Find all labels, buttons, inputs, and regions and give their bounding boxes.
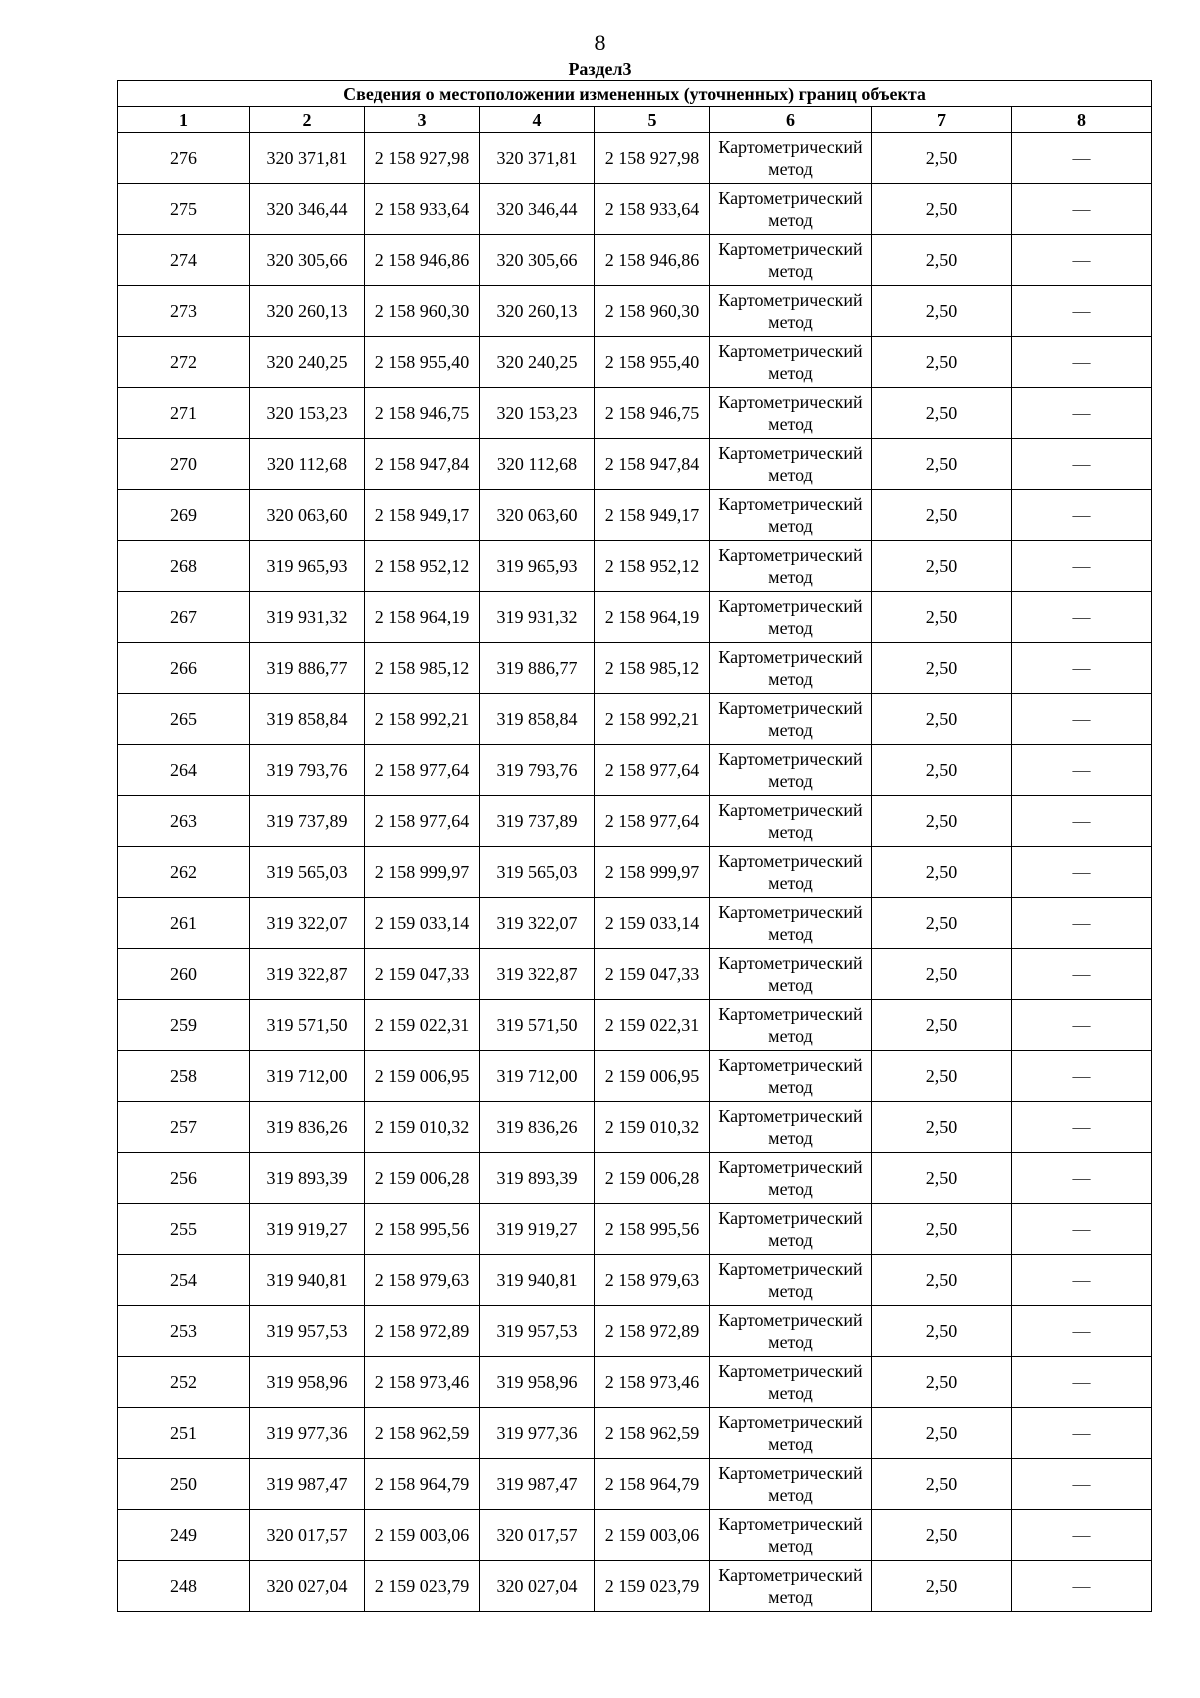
y-coordinate: 2 158 999,97 <box>595 847 710 898</box>
accuracy-cell: 2,50 <box>872 388 1012 439</box>
x-coordinate: 319 737,89 <box>480 796 595 847</box>
point-number: 270 <box>118 439 250 490</box>
x-coordinate: 319 987,47 <box>480 1459 595 1510</box>
x-coordinate: 320 240,25 <box>480 337 595 388</box>
table-row <box>118 541 1152 592</box>
table-row <box>118 1408 1152 1459</box>
note-cell: — <box>1012 1459 1152 1510</box>
method-cell: Картометрический метод <box>710 1306 872 1357</box>
y-coordinate: 2 159 006,95 <box>595 1051 710 1102</box>
accuracy-cell: 2,50 <box>872 796 1012 847</box>
method-cell: Картометрический метод <box>710 1204 872 1255</box>
note-cell: — <box>1012 1000 1152 1051</box>
note-cell: — <box>1012 1306 1152 1357</box>
x-coordinate: 319 958,96 <box>250 1357 365 1408</box>
table-row <box>118 643 1152 694</box>
table-row <box>118 1204 1152 1255</box>
y-coordinate: 2 159 022,31 <box>595 1000 710 1051</box>
table-row <box>118 1153 1152 1204</box>
table-caption: Сведения о местоположении измененных (уточненных) границ объекта <box>118 81 1152 107</box>
method-cell: Картометрический метод <box>710 1357 872 1408</box>
point-number: 256 <box>118 1153 250 1204</box>
table-row <box>118 1102 1152 1153</box>
column-number: 1 <box>118 107 250 133</box>
y-coordinate: 2 158 999,97 <box>365 847 480 898</box>
method-cell: Картометрический метод <box>710 1000 872 1051</box>
note-cell: — <box>1012 592 1152 643</box>
accuracy-cell: 2,50 <box>872 1102 1012 1153</box>
y-coordinate: 2 158 973,46 <box>365 1357 480 1408</box>
x-coordinate: 320 017,57 <box>480 1510 595 1561</box>
x-coordinate: 320 112,68 <box>480 439 595 490</box>
point-number: 252 <box>118 1357 250 1408</box>
x-coordinate: 319 571,50 <box>250 1000 365 1051</box>
note-cell: — <box>1012 898 1152 949</box>
x-coordinate: 319 793,76 <box>250 745 365 796</box>
note-cell: — <box>1012 337 1152 388</box>
y-coordinate: 2 158 995,56 <box>365 1204 480 1255</box>
table-row <box>118 949 1152 1000</box>
method-cell: Картометрический метод <box>710 133 872 184</box>
point-number: 249 <box>118 1510 250 1561</box>
method-cell: Картометрический метод <box>710 1459 872 1510</box>
table-row <box>118 235 1152 286</box>
accuracy-cell: 2,50 <box>872 439 1012 490</box>
table-row <box>118 388 1152 439</box>
method-cell: Картометрический метод <box>710 490 872 541</box>
method-cell: Картометрический метод <box>710 592 872 643</box>
accuracy-cell: 2,50 <box>872 133 1012 184</box>
column-number: 4 <box>480 107 595 133</box>
point-number: 273 <box>118 286 250 337</box>
point-number: 260 <box>118 949 250 1000</box>
y-coordinate: 2 158 964,19 <box>595 592 710 643</box>
y-coordinate: 2 158 960,30 <box>595 286 710 337</box>
point-number: 266 <box>118 643 250 694</box>
table-row <box>118 898 1152 949</box>
method-cell: Картометрический метод <box>710 694 872 745</box>
column-number: 3 <box>365 107 480 133</box>
accuracy-cell: 2,50 <box>872 1051 1012 1102</box>
x-coordinate: 320 305,66 <box>480 235 595 286</box>
method-cell: Картометрический метод <box>710 1561 872 1612</box>
y-coordinate: 2 158 977,64 <box>595 796 710 847</box>
point-number: 276 <box>118 133 250 184</box>
y-coordinate: 2 159 006,28 <box>365 1153 480 1204</box>
note-cell: — <box>1012 388 1152 439</box>
y-coordinate: 2 158 955,40 <box>365 337 480 388</box>
x-coordinate: 320 153,23 <box>480 388 595 439</box>
y-coordinate: 2 158 946,86 <box>365 235 480 286</box>
y-coordinate: 2 158 964,79 <box>365 1459 480 1510</box>
y-coordinate: 2 159 033,14 <box>365 898 480 949</box>
point-number: 255 <box>118 1204 250 1255</box>
method-cell: Картометрический метод <box>710 796 872 847</box>
x-coordinate: 319 858,84 <box>250 694 365 745</box>
method-cell: Картометрический метод <box>710 643 872 694</box>
point-number: 275 <box>118 184 250 235</box>
x-coordinate: 320 063,60 <box>250 490 365 541</box>
table-row <box>118 286 1152 337</box>
x-coordinate: 320 260,13 <box>250 286 365 337</box>
y-coordinate: 2 159 023,79 <box>365 1561 480 1612</box>
x-coordinate: 319 931,32 <box>250 592 365 643</box>
y-coordinate: 2 158 972,89 <box>365 1306 480 1357</box>
note-cell: — <box>1012 1255 1152 1306</box>
y-coordinate: 2 158 946,75 <box>365 388 480 439</box>
point-number: 271 <box>118 388 250 439</box>
table-row <box>118 133 1152 184</box>
x-coordinate: 320 240,25 <box>250 337 365 388</box>
method-cell: Картометрический метод <box>710 898 872 949</box>
table-row <box>118 1459 1152 1510</box>
x-coordinate: 319 965,93 <box>480 541 595 592</box>
note-cell: — <box>1012 286 1152 337</box>
y-coordinate: 2 159 047,33 <box>365 949 480 1000</box>
accuracy-cell: 2,50 <box>872 1204 1012 1255</box>
point-number: 257 <box>118 1102 250 1153</box>
accuracy-cell: 2,50 <box>872 1408 1012 1459</box>
x-coordinate: 319 571,50 <box>480 1000 595 1051</box>
point-number: 268 <box>118 541 250 592</box>
method-cell: Картометрический метод <box>710 1153 872 1204</box>
x-coordinate: 319 858,84 <box>480 694 595 745</box>
note-cell: — <box>1012 1051 1152 1102</box>
y-coordinate: 2 158 979,63 <box>595 1255 710 1306</box>
method-cell: Картометрический метод <box>710 1510 872 1561</box>
accuracy-cell: 2,50 <box>872 1000 1012 1051</box>
x-coordinate: 320 017,57 <box>250 1510 365 1561</box>
accuracy-cell: 2,50 <box>872 1357 1012 1408</box>
accuracy-cell: 2,50 <box>872 1459 1012 1510</box>
column-number: 7 <box>872 107 1012 133</box>
y-coordinate: 2 158 933,64 <box>365 184 480 235</box>
x-coordinate: 319 965,93 <box>250 541 365 592</box>
method-cell: Картометрический метод <box>710 1408 872 1459</box>
point-number: 253 <box>118 1306 250 1357</box>
point-number: 267 <box>118 592 250 643</box>
point-number: 259 <box>118 1000 250 1051</box>
note-cell: — <box>1012 1102 1152 1153</box>
method-cell: Картометрический метод <box>710 847 872 898</box>
y-coordinate: 2 158 947,84 <box>595 439 710 490</box>
accuracy-cell: 2,50 <box>872 1561 1012 1612</box>
x-coordinate: 319 322,87 <box>250 949 365 1000</box>
x-coordinate: 319 958,96 <box>480 1357 595 1408</box>
accuracy-cell: 2,50 <box>872 847 1012 898</box>
note-cell: — <box>1012 847 1152 898</box>
method-cell: Картометрический метод <box>710 388 872 439</box>
accuracy-cell: 2,50 <box>872 694 1012 745</box>
x-coordinate: 319 712,00 <box>250 1051 365 1102</box>
y-coordinate: 2 159 022,31 <box>365 1000 480 1051</box>
point-number: 254 <box>118 1255 250 1306</box>
x-coordinate: 319 712,00 <box>480 1051 595 1102</box>
table-row <box>118 745 1152 796</box>
point-number: 272 <box>118 337 250 388</box>
table-row <box>118 184 1152 235</box>
method-cell: Картометрический метод <box>710 745 872 796</box>
y-coordinate: 2 159 010,32 <box>365 1102 480 1153</box>
x-coordinate: 319 893,39 <box>250 1153 365 1204</box>
accuracy-cell: 2,50 <box>872 541 1012 592</box>
y-coordinate: 2 158 949,17 <box>365 490 480 541</box>
x-coordinate: 319 565,03 <box>480 847 595 898</box>
x-coordinate: 319 322,07 <box>250 898 365 949</box>
table-row <box>118 439 1152 490</box>
x-coordinate: 319 565,03 <box>250 847 365 898</box>
note-cell: — <box>1012 1204 1152 1255</box>
y-coordinate: 2 158 962,59 <box>595 1408 710 1459</box>
y-coordinate: 2 158 964,19 <box>365 592 480 643</box>
y-coordinate: 2 159 006,28 <box>595 1153 710 1204</box>
accuracy-cell: 2,50 <box>872 1510 1012 1561</box>
note-cell: — <box>1012 490 1152 541</box>
table-caption-row <box>118 81 1152 107</box>
y-coordinate: 2 158 933,64 <box>595 184 710 235</box>
point-number: 265 <box>118 694 250 745</box>
y-coordinate: 2 159 003,06 <box>365 1510 480 1561</box>
table-row <box>118 490 1152 541</box>
x-coordinate: 320 371,81 <box>480 133 595 184</box>
page-number: 8 <box>594 30 606 55</box>
y-coordinate: 2 159 033,14 <box>595 898 710 949</box>
method-cell: Картометрический метод <box>710 184 872 235</box>
x-coordinate: 319 940,81 <box>480 1255 595 1306</box>
point-number: 262 <box>118 847 250 898</box>
y-coordinate: 2 158 979,63 <box>365 1255 480 1306</box>
x-coordinate: 319 836,26 <box>250 1102 365 1153</box>
method-cell: Картометрический метод <box>710 949 872 1000</box>
point-number: 250 <box>118 1459 250 1510</box>
accuracy-cell: 2,50 <box>872 286 1012 337</box>
point-number: 251 <box>118 1408 250 1459</box>
note-cell: — <box>1012 1357 1152 1408</box>
y-coordinate: 2 158 992,21 <box>365 694 480 745</box>
accuracy-cell: 2,50 <box>872 490 1012 541</box>
method-cell: Картометрический метод <box>710 1102 872 1153</box>
table-row <box>118 1561 1152 1612</box>
x-coordinate: 320 346,44 <box>480 184 595 235</box>
y-coordinate: 2 158 952,12 <box>365 541 480 592</box>
note-cell: — <box>1012 235 1152 286</box>
x-coordinate: 319 793,76 <box>480 745 595 796</box>
accuracy-cell: 2,50 <box>872 949 1012 1000</box>
section-title: Раздел3 <box>568 59 632 79</box>
accuracy-cell: 2,50 <box>872 1306 1012 1357</box>
table-row <box>118 1510 1152 1561</box>
accuracy-cell: 2,50 <box>872 235 1012 286</box>
x-coordinate: 319 931,32 <box>480 592 595 643</box>
y-coordinate: 2 158 927,98 <box>595 133 710 184</box>
y-coordinate: 2 158 962,59 <box>365 1408 480 1459</box>
x-coordinate: 319 836,26 <box>480 1102 595 1153</box>
column-number: 6 <box>710 107 872 133</box>
x-coordinate: 320 260,13 <box>480 286 595 337</box>
coordinates-table <box>117 80 1152 1612</box>
accuracy-cell: 2,50 <box>872 1255 1012 1306</box>
x-coordinate: 320 112,68 <box>250 439 365 490</box>
x-coordinate: 319 886,77 <box>480 643 595 694</box>
y-coordinate: 2 159 047,33 <box>595 949 710 1000</box>
note-cell: — <box>1012 796 1152 847</box>
note-cell: — <box>1012 694 1152 745</box>
point-number: 248 <box>118 1561 250 1612</box>
y-coordinate: 2 158 977,64 <box>595 745 710 796</box>
note-cell: — <box>1012 1153 1152 1204</box>
table-row <box>118 796 1152 847</box>
y-coordinate: 2 158 946,75 <box>595 388 710 439</box>
table-body <box>118 133 1152 1612</box>
x-coordinate: 319 893,39 <box>480 1153 595 1204</box>
note-cell: — <box>1012 184 1152 235</box>
accuracy-cell: 2,50 <box>872 745 1012 796</box>
column-number: 5 <box>595 107 710 133</box>
note-cell: — <box>1012 949 1152 1000</box>
y-coordinate: 2 159 003,06 <box>595 1510 710 1561</box>
y-coordinate: 2 158 952,12 <box>595 541 710 592</box>
accuracy-cell: 2,50 <box>872 184 1012 235</box>
y-coordinate: 2 158 946,86 <box>595 235 710 286</box>
x-coordinate: 319 957,53 <box>250 1306 365 1357</box>
column-number: 2 <box>250 107 365 133</box>
point-number: 263 <box>118 796 250 847</box>
x-coordinate: 319 886,77 <box>250 643 365 694</box>
method-cell: Картометрический метод <box>710 235 872 286</box>
x-coordinate: 320 027,04 <box>250 1561 365 1612</box>
y-coordinate: 2 158 927,98 <box>365 133 480 184</box>
y-coordinate: 2 158 955,40 <box>595 337 710 388</box>
column-number-row <box>118 107 1152 133</box>
y-coordinate: 2 158 985,12 <box>595 643 710 694</box>
y-coordinate: 2 158 992,21 <box>595 694 710 745</box>
note-cell: — <box>1012 1561 1152 1612</box>
y-coordinate: 2 158 977,64 <box>365 745 480 796</box>
table-row <box>118 1306 1152 1357</box>
note-cell: — <box>1012 541 1152 592</box>
note-cell: — <box>1012 439 1152 490</box>
accuracy-cell: 2,50 <box>872 898 1012 949</box>
method-cell: Картометрический метод <box>710 1255 872 1306</box>
table-row <box>118 1000 1152 1051</box>
x-coordinate: 319 940,81 <box>250 1255 365 1306</box>
point-number: 264 <box>118 745 250 796</box>
accuracy-cell: 2,50 <box>872 337 1012 388</box>
x-coordinate: 320 371,81 <box>250 133 365 184</box>
point-number: 258 <box>118 1051 250 1102</box>
table-row <box>118 847 1152 898</box>
table-row <box>118 592 1152 643</box>
y-coordinate: 2 159 010,32 <box>595 1102 710 1153</box>
x-coordinate: 319 737,89 <box>250 796 365 847</box>
method-cell: Картометрический метод <box>710 337 872 388</box>
x-coordinate: 319 977,36 <box>480 1408 595 1459</box>
accuracy-cell: 2,50 <box>872 592 1012 643</box>
point-number: 261 <box>118 898 250 949</box>
y-coordinate: 2 158 960,30 <box>365 286 480 337</box>
point-number: 269 <box>118 490 250 541</box>
note-cell: — <box>1012 745 1152 796</box>
note-cell: — <box>1012 133 1152 184</box>
method-cell: Картометрический метод <box>710 541 872 592</box>
x-coordinate: 320 305,66 <box>250 235 365 286</box>
y-coordinate: 2 158 947,84 <box>365 439 480 490</box>
x-coordinate: 319 322,87 <box>480 949 595 1000</box>
x-coordinate: 319 957,53 <box>480 1306 595 1357</box>
note-cell: — <box>1012 1408 1152 1459</box>
method-cell: Картометрический метод <box>710 1051 872 1102</box>
table-row <box>118 1255 1152 1306</box>
y-coordinate: 2 158 949,17 <box>595 490 710 541</box>
y-coordinate: 2 159 023,79 <box>595 1561 710 1612</box>
x-coordinate: 320 063,60 <box>480 490 595 541</box>
point-number: 274 <box>118 235 250 286</box>
method-cell: Картометрический метод <box>710 439 872 490</box>
y-coordinate: 2 159 006,95 <box>365 1051 480 1102</box>
y-coordinate: 2 158 972,89 <box>595 1306 710 1357</box>
y-coordinate: 2 158 964,79 <box>595 1459 710 1510</box>
table-row <box>118 1051 1152 1102</box>
method-cell: Картометрический метод <box>710 286 872 337</box>
table-row <box>118 694 1152 745</box>
note-cell: — <box>1012 643 1152 694</box>
column-number: 8 <box>1012 107 1152 133</box>
x-coordinate: 320 027,04 <box>480 1561 595 1612</box>
y-coordinate: 2 158 973,46 <box>595 1357 710 1408</box>
x-coordinate: 319 322,07 <box>480 898 595 949</box>
x-coordinate: 320 153,23 <box>250 388 365 439</box>
x-coordinate: 319 919,27 <box>480 1204 595 1255</box>
note-cell: — <box>1012 1510 1152 1561</box>
y-coordinate: 2 158 977,64 <box>365 796 480 847</box>
table-row <box>118 1357 1152 1408</box>
table-row <box>118 337 1152 388</box>
accuracy-cell: 2,50 <box>872 643 1012 694</box>
x-coordinate: 319 919,27 <box>250 1204 365 1255</box>
y-coordinate: 2 158 995,56 <box>595 1204 710 1255</box>
x-coordinate: 320 346,44 <box>250 184 365 235</box>
accuracy-cell: 2,50 <box>872 1153 1012 1204</box>
x-coordinate: 319 977,36 <box>250 1408 365 1459</box>
y-coordinate: 2 158 985,12 <box>365 643 480 694</box>
x-coordinate: 319 987,47 <box>250 1459 365 1510</box>
